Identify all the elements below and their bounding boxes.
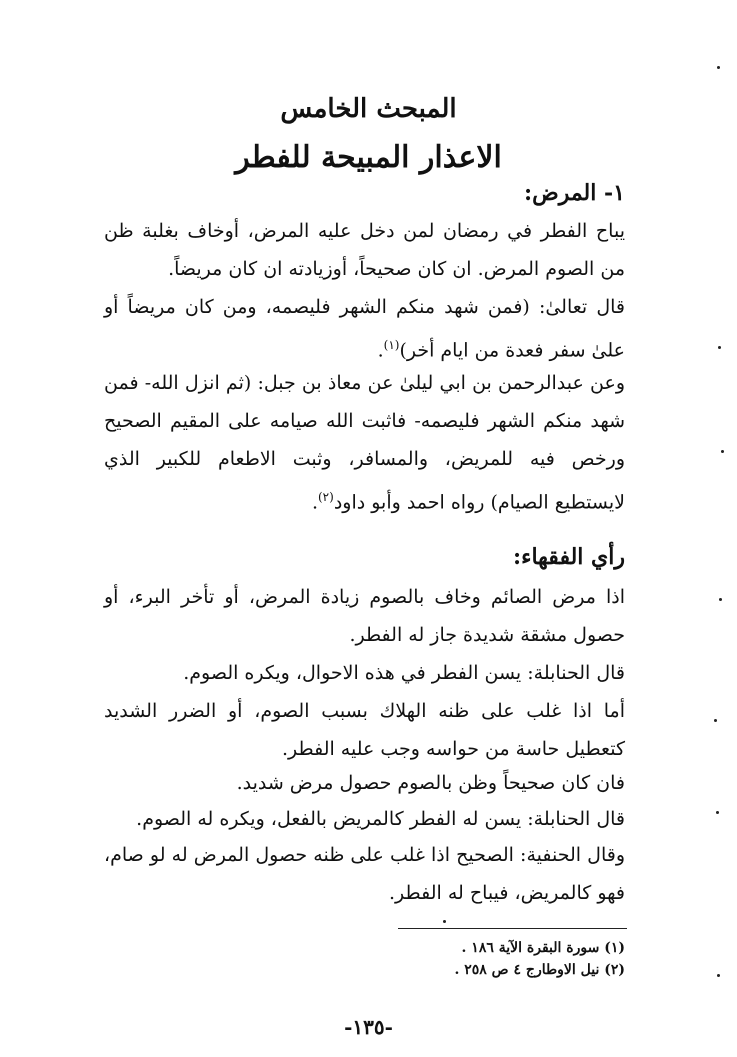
footnote-1: (١) سورة البقرة الآية ١٨٦ .: [461, 940, 625, 956]
verse-end: .: [377, 339, 384, 362]
hadith-end: .: [311, 491, 318, 514]
scan-speck: [716, 811, 719, 814]
scan-speck: [714, 719, 717, 722]
scan-speck: [721, 450, 724, 453]
section-title: الاعذار المبيحة للفطر: [235, 140, 502, 175]
scan-speck: [717, 66, 720, 69]
footnote-2: (٢) نيل الاوطارج ٤ ص ٢٥٨ .: [454, 962, 625, 978]
paragraph-hadith: [104, 364, 625, 521]
paragraph-hanbali-1: قال الحنابلة: يسن الفطر في هذه الاحوال، ويكره الصوم.: [183, 662, 625, 684]
paragraph-jurists-1: اذا مرض الصائم وخاف بالصوم زيادة المرض، أو تأخر البرء، أو حصول مشقة شديدة جاز له الفطر.: [104, 586, 625, 646]
chapter-title: المبحث الخامس: [280, 94, 457, 124]
footnote-separator: [398, 928, 627, 929]
paragraph-healthy: فان كان صحيحاً وظن بالصوم حصول مرض شديد.: [236, 772, 625, 794]
scan-speck: [443, 920, 446, 923]
scan-speck: [717, 974, 720, 977]
heading-illness: ١- المرض:: [523, 180, 625, 206]
paragraph-severe-harm: أما اذا غلب على ظنه الهلاك بسبب الصوم، أو الضرر الشديد كتعطيل حاسة من حواسه وجب عليه الفطر.: [104, 700, 625, 760]
scan-speck: [719, 598, 722, 601]
paragraph-illness-1: يباح الفطر في رمضان لمن دخل عليه المرض، أوخاف بغلبة ظن من الصوم المرض. ان كان صحيحاً، أوزيادته ان كان مريضاً.: [104, 220, 625, 280]
paragraph-hanbali-2: قال الحنابلة: يسن له الفطر كالمريض بالفعل، ويكره له الصوم.: [136, 808, 625, 830]
footnote-ref-2: (٢): [317, 490, 334, 504]
hadith-text: وعن عبدالرحمن بن ابي ليلىٰ عن معاذ بن جبل: (ثم انزل الله- فمن شهد منكم الشهر فليصمه- فاثبت الله صيامه على المقيم الصحيح ورخص فيه للمريض، والمسافر، وثبت الاطعام للكبير الذي لايستطيع الصيام) رواه احمد وأبو داود: [104, 372, 625, 514]
heading-jurists-opinion: رأي الفقهاء:: [513, 544, 625, 570]
footnote-ref-1: (١): [383, 338, 400, 352]
page-number: -١٣٥-: [344, 1015, 393, 1039]
paragraph-hanafi: وقال الحنفية: الصحيح اذا غلب على ظنه حصول المرض له لو صام، فهو كالمريض، فيباح له الفطر.: [104, 844, 625, 904]
paragraph-quran-verse: [104, 288, 625, 369]
scan-speck: [718, 346, 721, 349]
verse-text: قال تعالىٰ: (فمن شهد منكم الشهر فليصمه، ومن كان مريضاً أو علىٰ سفر فعدة من ايام أخر): [104, 296, 625, 362]
